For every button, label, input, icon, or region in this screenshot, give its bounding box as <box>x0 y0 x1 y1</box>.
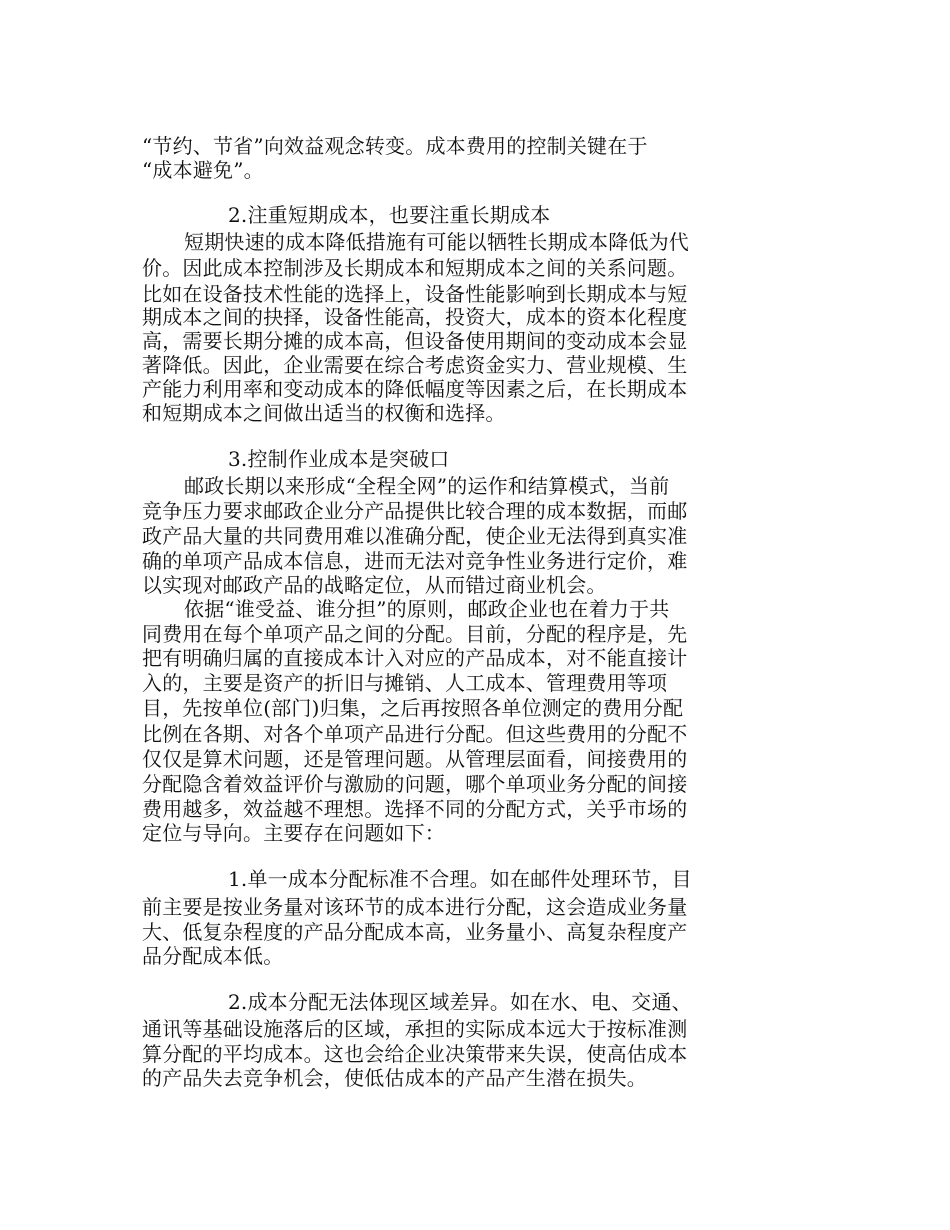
paragraph-line: 前主要是按业务量对该环节的成本进行分配，这会造成业务量 <box>142 895 688 919</box>
paragraph-line: 期成本之间的抉择，设备性能高，投资大，成本的资本化程度 <box>142 305 688 329</box>
paragraph-line: 确的单项产品成本信息，进而无法对竞争性业务进行定价，难 <box>142 549 688 573</box>
paragraph-line: 1.单一成本分配标准不合理。如在邮件处理环节，目 <box>228 867 692 891</box>
section-heading: 2.注重短期成本，也要注重长期成本 <box>228 203 551 227</box>
paragraph-line: 产能力利用率和变动成本的降低幅度等因素之后，在长期成本 <box>142 377 688 401</box>
paragraph-line: 著降低。因此，企业需要在综合考虑资金实力、营业规模、生 <box>142 353 688 377</box>
paragraph-line: 同费用在每个单项产品之间的分配。目前，分配的程序是，先 <box>142 622 688 646</box>
paragraph-line: 分配隐含着效益评价与激励的问题，哪个单项业务分配的间接 <box>142 772 688 796</box>
paragraph-line: 短期快速的成本降低措施有可能以牺牲长期成本降低为代 <box>184 230 689 254</box>
paragraph-line: 定位与导向。主要存在问题如下： <box>142 821 445 845</box>
paragraph-line: 价。因此成本控制涉及长期成本和短期成本之间的关系问题。 <box>142 256 688 280</box>
paragraph-line: 以实现对邮政产品的战略定位，从而错过商业机会。 <box>142 573 607 597</box>
paragraph-line: “节约、节省”向效益观念转变。成本费用的控制关键在于 <box>142 134 648 158</box>
section-heading: 3.控制作业成本是突破口 <box>228 447 450 471</box>
paragraph-line: 依据“谁受益、谁分担”的原则，邮政企业也在着力于共 <box>184 597 670 621</box>
paragraph-line: 邮政长期以来形成“全程全网”的运作和结算模式，当前 <box>184 474 670 498</box>
paragraph-line: 和短期成本之间做出适当的权衡和选择。 <box>142 401 506 425</box>
paragraph-line: 算分配的平均成本。这也会给企业决策带来失误，使高估成本 <box>142 1042 688 1066</box>
paragraph-line: 比如在设备技术性能的选择上，设备性能影响到长期成本与短 <box>142 282 688 306</box>
paragraph-line: 比例在各期、对各个单项产品进行分配。但这些费用的分配不 <box>142 722 688 746</box>
paragraph-line: 2.成本分配无法体现区域差异。如在水、电、交通、 <box>228 990 692 1014</box>
paragraph-line: “成本避免”。 <box>142 158 264 182</box>
paragraph-line: 品分配成本低。 <box>142 944 284 968</box>
paragraph-line: 把有明确归属的直接成本计入对应的产品成本，对不能直接计 <box>142 646 688 670</box>
paragraph-line: 费用越多，效益越不理想。选择不同的分配方式，关乎市场的 <box>142 797 688 821</box>
paragraph-line: 竞争压力要求邮政企业分产品提供比较合理的成本数据，而邮 <box>142 499 688 523</box>
paragraph-line: 政产品大量的共同费用难以准确分配，使企业无法得到真实准 <box>142 524 688 548</box>
paragraph-line: 目，先按单位(部门)归集，之后再按照各单位测定的费用分配 <box>142 696 684 720</box>
paragraph-line: 仅仅是算术问题，还是管理问题。从管理层面看，间接费用的 <box>142 747 688 771</box>
paragraph-line: 通讯等基础设施落后的区域，承担的实际成本远大于按标准测 <box>142 1017 688 1041</box>
paragraph-line: 入的，主要是资产的折旧与摊销、人工成本、管理费用等项 <box>142 671 668 695</box>
paragraph-line: 的产品失去竞争机会，使低估成本的产品产生潜在损失。 <box>142 1066 647 1090</box>
paragraph-line: 高，需要长期分摊的成本高，但设备使用期间的变动成本会显 <box>142 329 688 353</box>
paragraph-line: 大、低复杂程度的产品分配成本高，业务量小、高复杂程度产 <box>142 920 688 944</box>
